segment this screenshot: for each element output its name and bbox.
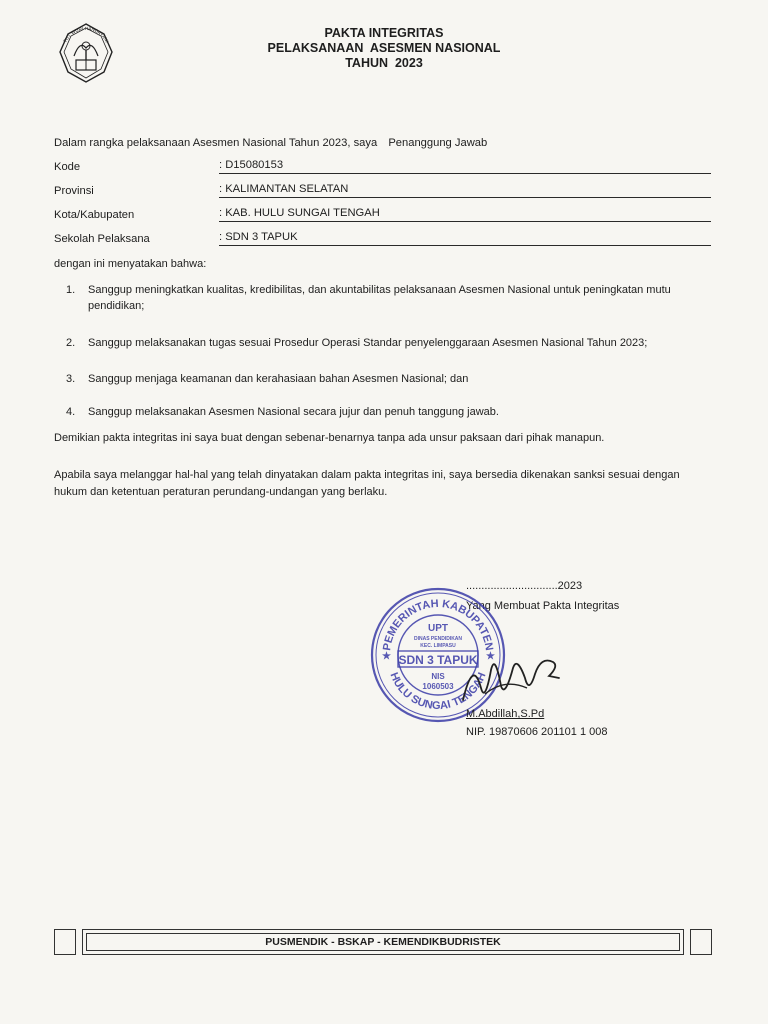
stamp-dinas: DINAS PENDIDIKAN <box>413 636 463 642</box>
list-item-number: 3. <box>66 373 76 385</box>
field-value-provinsi: : KALIMANTAN SELATAN <box>219 183 711 198</box>
intro-sentence <box>54 137 487 149</box>
document-title <box>0 26 768 71</box>
closing-paragraph-1: Demikian pakta integritas ini saya buat dengan sebenar-benarnya tanpa ada unsur paksaan dari pihak manapun. <box>54 432 605 444</box>
intro-text: Dalam rangka pelaksanaan Asesmen Nasional Tahun 2023, saya <box>54 137 378 149</box>
list-item <box>66 282 686 314</box>
field-value-kota: : KAB. HULU SUNGAI TENGAH <box>219 207 711 222</box>
stamp-upt: UPT <box>428 623 448 634</box>
list-item <box>66 335 686 351</box>
list-item-text: Sanggup melaksanakan tugas sesuai Prosedur Operasi Standar penyelenggaraan Asesmen Nasional Tahun 2023; <box>88 337 648 349</box>
field-label-sekolah: Sekolah Pelaksana <box>54 233 150 245</box>
signer-name: M.Abdillah,S.Pd <box>466 708 545 720</box>
list-item <box>66 404 686 420</box>
stamp-star-icon: ★ <box>382 651 391 662</box>
handwritten-signature <box>455 648 565 708</box>
field-label-provinsi: Provinsi <box>54 185 94 197</box>
stamp-nis-label: NIS <box>431 672 445 681</box>
stamp-kec: KEC. LIMPASU <box>420 643 456 649</box>
stamp-star-icon: ★ <box>486 651 495 662</box>
footer-box-left <box>54 929 76 955</box>
list-item-number: 2. <box>66 337 76 349</box>
signer-nip: NIP. 19870606 201101 1 008 <box>466 726 608 738</box>
closing-paragraph-2: Apabila saya melanggar hal-hal yang telah dinyatakan dalam pakta integritas ini, saya bersedia dikenakan sanksi sesuai dengan hukum dan ketentuan peraturan perundang-undangan yang berlaku. <box>54 469 680 498</box>
footer-box-right <box>690 929 712 955</box>
stamp-nis: 1060503 <box>422 682 454 691</box>
footer-bar <box>82 929 684 955</box>
field-value-kode: : D15080153 <box>219 159 711 174</box>
list-item-number: 4. <box>66 406 76 418</box>
logo-motto: TUT WURI HANDAYANI <box>62 25 110 44</box>
title-line-1: PAKTA INTEGRITAS <box>324 26 444 40</box>
stamp-ring-top: PEMERINTAH KABUPATEN <box>381 597 495 652</box>
signature-date: ..............................2023 <box>466 580 583 592</box>
intro-role: Penanggung Jawab <box>388 137 488 149</box>
title-line-2: PELAKSANAAN ASESMEN NASIONAL <box>267 41 501 55</box>
list-item <box>66 371 686 387</box>
field-label-kode: Kode <box>54 161 81 173</box>
field-value-sekolah: : SDN 3 TAPUK <box>219 231 711 246</box>
field-label-kota: Kota/Kabupaten <box>54 209 135 221</box>
stamp-school: SDN 3 TAPUK <box>398 653 478 667</box>
list-item-text: Sanggup melaksanakan Asesmen Nasional secara jujur dan penuh tanggung jawab. <box>88 406 499 418</box>
signature-title: Yang Membuat Pakta Integritas <box>466 600 620 612</box>
list-item-text: Sanggup meningkatkan kualitas, kredibilitas, dan akuntabilitas pelaksanaan Asesmen Nasional untuk peningkatan mutu pendidikan; <box>88 284 671 312</box>
footer-text: PUSMENDIK - BSKAP - KEMENDIKBUDRISTEK <box>86 933 680 951</box>
list-item-text: Sanggup menjaga keamanan dan kerahasiaan bahan Asesmen Nasional; dan <box>88 373 469 385</box>
stamp-ring-bottom: HULU SUNGAI TENGAH <box>387 670 489 713</box>
list-item-number: 1. <box>66 284 76 296</box>
declaration-intro: dengan ini menyatakan bahwa: <box>54 258 207 270</box>
title-line-3: TAHUN 2023 <box>345 56 423 70</box>
